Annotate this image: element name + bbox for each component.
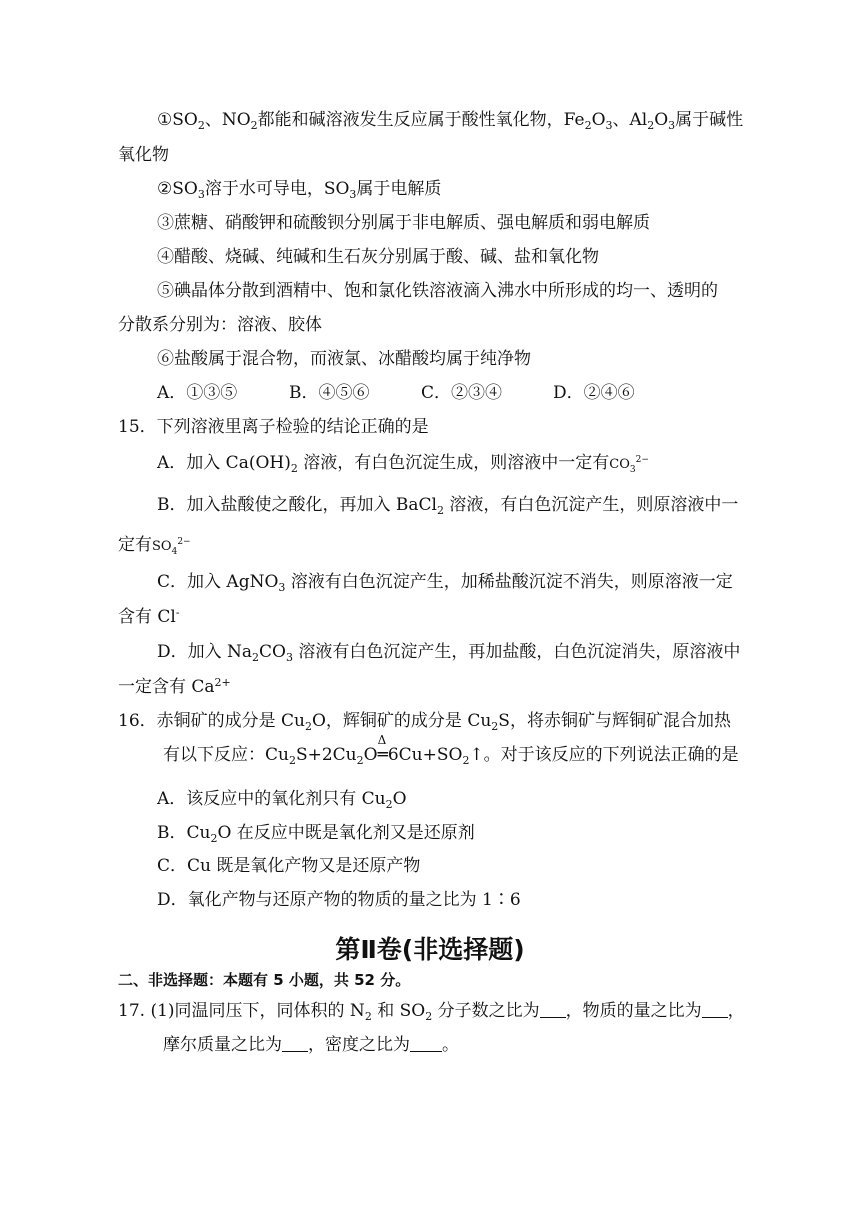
q16-stem-cont: 有以下反应：$Cu_2S+2Cu_2O$ Δ $═6Cu+SO_2↑$。对于该反应的下列说法正确的是 bbox=[163, 733, 739, 767]
section-heading: 二、非选择题：本题有 5 小题，共 52 分。 bbox=[118, 971, 411, 989]
blank-density-ratio[interactable] bbox=[410, 1035, 442, 1052]
q17-line-1: 17. (1)同温同压下，同体积的 $N_2$ 和 $SO_2$ 分子数之比为 ，物质的量之比为 ， bbox=[118, 1001, 745, 1023]
q14-option-a[interactable]: A．①③⑤ bbox=[157, 383, 238, 403]
statement-1-cont: 氧化物 bbox=[118, 145, 169, 165]
q15-option-b[interactable]: B．加入盐酸使之酸化，再加入 BaCl$_2$ 溶液，有白色沉淀产生，则原溶液中一 bbox=[157, 495, 739, 517]
q15-option-d[interactable]: D．加入 $Na_2CO_3$ 溶液有白色沉淀产生，再加盐酸，白色沉淀消失，原溶液中 bbox=[157, 642, 741, 664]
blank-molar-mass-ratio[interactable] bbox=[282, 1035, 308, 1052]
statement-5: ⑤碘晶体分散到酒精中、饱和氯化铁溶液滴入沸水中所形成的均一、透明的 bbox=[157, 281, 718, 301]
part-2-title: 第Ⅱ卷(非选择题) bbox=[335, 935, 525, 964]
q15-option-b-cont: 定有$SO_4^{2-}$ bbox=[118, 535, 191, 557]
q14-option-b[interactable]: B．④⑤⑥ bbox=[289, 383, 370, 403]
sulfate-ion: $SO_4^{2-}$ bbox=[152, 537, 191, 557]
statement-2: $②SO_3$溶于水可导电，$SO_3$属于电解质 bbox=[157, 179, 442, 201]
heat-equals-sign: Δ ═ bbox=[377, 733, 388, 765]
statement-6: ⑥盐酸属于混合物，而液氯、冰醋酸均属于纯净物 bbox=[157, 349, 531, 369]
q16-option-b[interactable]: B．$Cu_2O$ 在反应中既是氧化剂又是还原剂 bbox=[157, 823, 475, 845]
q15-stem: 15．下列溶液里离子检验的结论正确的是 bbox=[118, 417, 429, 437]
q16-option-c[interactable]: C．Cu 既是氧化产物又是还原产物 bbox=[157, 856, 421, 876]
q14-option-c[interactable]: C．②③④ bbox=[421, 383, 503, 403]
statement-3: ③蔗糖、硝酸钾和硫酸钡分别属于非电解质、强电解质和弱电解质 bbox=[157, 213, 650, 233]
carbonate-ion: $CO_3^{2-}$ bbox=[609, 455, 649, 475]
q14-option-d[interactable]: D．②④⑥ bbox=[553, 383, 635, 403]
q15-option-c-cont: 含有 Cl- bbox=[118, 606, 180, 627]
q14-options bbox=[157, 382, 685, 404]
q15-option-d-cont: 一定含有 $Ca^{2+}$ bbox=[118, 676, 231, 697]
q16-option-a[interactable]: A．该反应中的氧化剂只有 $Cu_2O$ bbox=[157, 789, 407, 811]
q15-option-a[interactable]: A．加入 $Ca(OH)_2$ 溶液，有白色沉淀生成，则溶液中一定有$CO_3^{2-}$ bbox=[157, 453, 649, 475]
q16-stem: 16．赤铜矿的成分是 $Cu_2O$，辉铜矿的成分是 $Cu_2S$，将赤铜矿与辉铜矿混合加热 bbox=[118, 711, 731, 733]
q17-line-2: 摩尔质量之比为 ，密度之比为 。 bbox=[163, 1035, 459, 1055]
statement-1: $①SO_2$、$NO_2$都能和碱溶液发生反应属于酸性氧化物，$Fe_2O_3$、$Al_2O_3$属于碱性 bbox=[157, 110, 744, 132]
blank-mole-ratio[interactable] bbox=[702, 1001, 728, 1018]
q16-option-d[interactable]: D．氧化产物与还原产物的物质的量之比为 1∶6 bbox=[157, 890, 521, 910]
statement-4: ④醋酸、烧碱、纯碱和生石灰分别属于酸、碱、盐和氧化物 bbox=[157, 247, 599, 267]
statement-5-cont: 分散系分别为：溶液、胶体 bbox=[118, 315, 322, 335]
blank-molecule-ratio[interactable] bbox=[540, 1001, 566, 1018]
q15-option-c[interactable]: C．加入 AgNO$_3$ 溶液有白色沉淀产生，加稀盐酸沉淀不消失，则原溶液一定 bbox=[157, 572, 733, 594]
